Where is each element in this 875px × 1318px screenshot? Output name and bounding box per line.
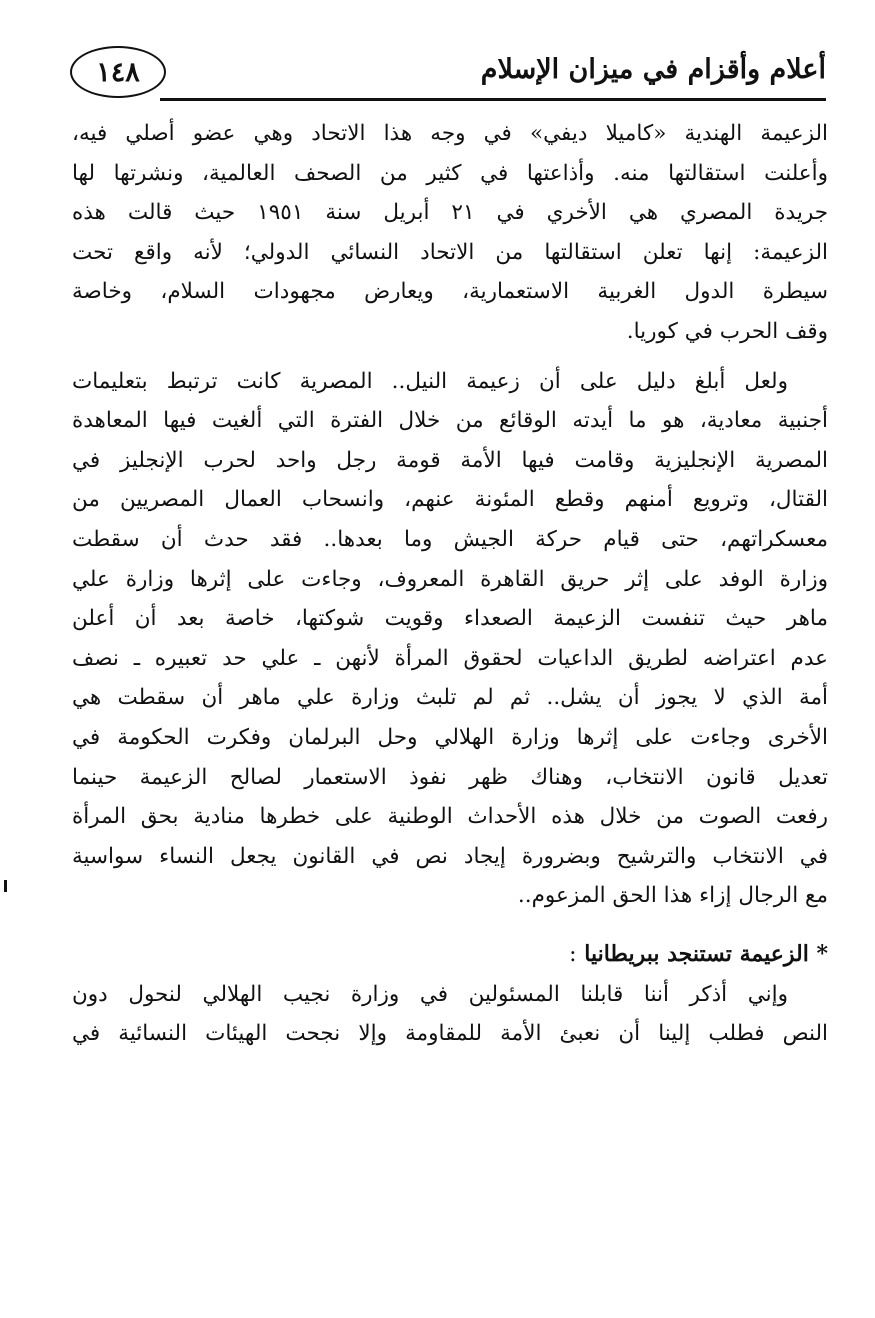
text-line: جريدة المصري هي الأخري في ٢١ أبريل سنة ١٩٥١ حيث قالت هذه <box>72 200 828 226</box>
text-line: الزعيمة الهندية «كاميلا ديفي» في وجه هذا الاتحاد وهي عضو أصلي فيه، <box>72 121 828 146</box>
text-line: القتال، وترويع أمنهم وقطع المئونة عنهم، وانسحاب العمال المصريين من <box>72 487 828 513</box>
text-line: رفعت الصوت من خلال هذه الأحداث الوطنية على خطرها منادية بحق المرأة <box>72 804 828 830</box>
paragraph-2 <box>72 362 828 916</box>
text-line: تعديل قانون الانتخاب، وهناك ظهر نفوذ الاستعمار لصالح الزعيمة حينما <box>72 764 828 790</box>
text-line: الأخرى وجاءت على إثرها وزارة الهلالي وحل البرلمان وفكرت الحكومة في <box>72 724 828 750</box>
text-line: ماهر حيث تنفست الزعيمة الصعداء وقويت شوكتها، خاصة بعد أن أعلن <box>72 606 828 632</box>
text-line: وزارة الوفد على إثر حريق القاهرة المعروف، وجاءت على إثرها وزارة علي <box>72 566 828 592</box>
section-heading-colon: : <box>569 941 577 967</box>
bullet-star-icon: * <box>816 940 828 967</box>
text-line: أمة الذي لا يجوز أن يشل.. ثم لم تلبث وزارة علي ماهر أن سقطت هي <box>72 685 828 711</box>
header-divider <box>160 98 826 101</box>
margin-mark <box>4 880 7 892</box>
text-line: وأعلنت استقالتها منه. وأذاعتها في كثير من الصحف العالمية، ونشرتها لها <box>72 160 828 186</box>
running-title: أعلام وأقزام في ميزان الإسلام <box>480 54 826 85</box>
section-heading-text: الزعيمة تستنجد ببريطانيا <box>584 940 809 967</box>
text-line: مع الرجال إزاء هذا الحق المزعوم.. <box>517 883 828 909</box>
text-line: النص فطلب إلينا أن نعبئ الأمة للمقاومة وإلا نجحت الهيئات النسائية في <box>72 1021 828 1047</box>
text-line: وإني أذكر أننا قابلنا المسئولين في وزارة نجيب الهلالي لنحول دون <box>72 981 788 1007</box>
text-line: وقف الحرب في كوريا. <box>626 318 828 344</box>
text-line: عدم اعتراضه لطريق الداعيات لحقوق المرأة لأنهن ـ علي حد تعبيره ـ نصف <box>72 645 828 671</box>
paragraph-3 <box>72 975 828 1054</box>
text-line: في الانتخاب والترشيح وبضرورة إيجاد نص في القانون يجعل النساء سواسية <box>72 843 828 869</box>
page-number: ١٤٨ <box>70 46 166 98</box>
page-header <box>70 44 826 106</box>
section-heading <box>72 934 828 975</box>
paragraph-1 <box>72 114 828 352</box>
page-body <box>72 114 828 1054</box>
text-line: سيطرة الدول الغربية الاستعمارية، ويعارض مجهودات السلام، وخاصة <box>72 279 828 305</box>
text-line: المصرية الإنجليزية وقامت فيها الأمة قومة رجل واحد لحرب الإنجليز في <box>72 447 828 473</box>
text-line: معسكراتهم، حتى قيام حركة الجيش وما بعدها.. فقد حدث أن سقطت <box>72 526 828 552</box>
text-line: ولعل أبلغ دليل على أن زعيمة النيل.. المصرية كانت ترتبط بتعليمات <box>72 368 788 394</box>
paragraph-gap <box>72 352 828 362</box>
text-line: أجنبية معادية، هو ما أيدته الوقائع من خلال الفترة التي ألغيت فيها المعاهدة <box>72 408 828 434</box>
text-line: الزعيمة: إنها تعلن استقالتها من الاتحاد النسائي الدولي؛ لأنه واقع تحت <box>72 239 828 265</box>
